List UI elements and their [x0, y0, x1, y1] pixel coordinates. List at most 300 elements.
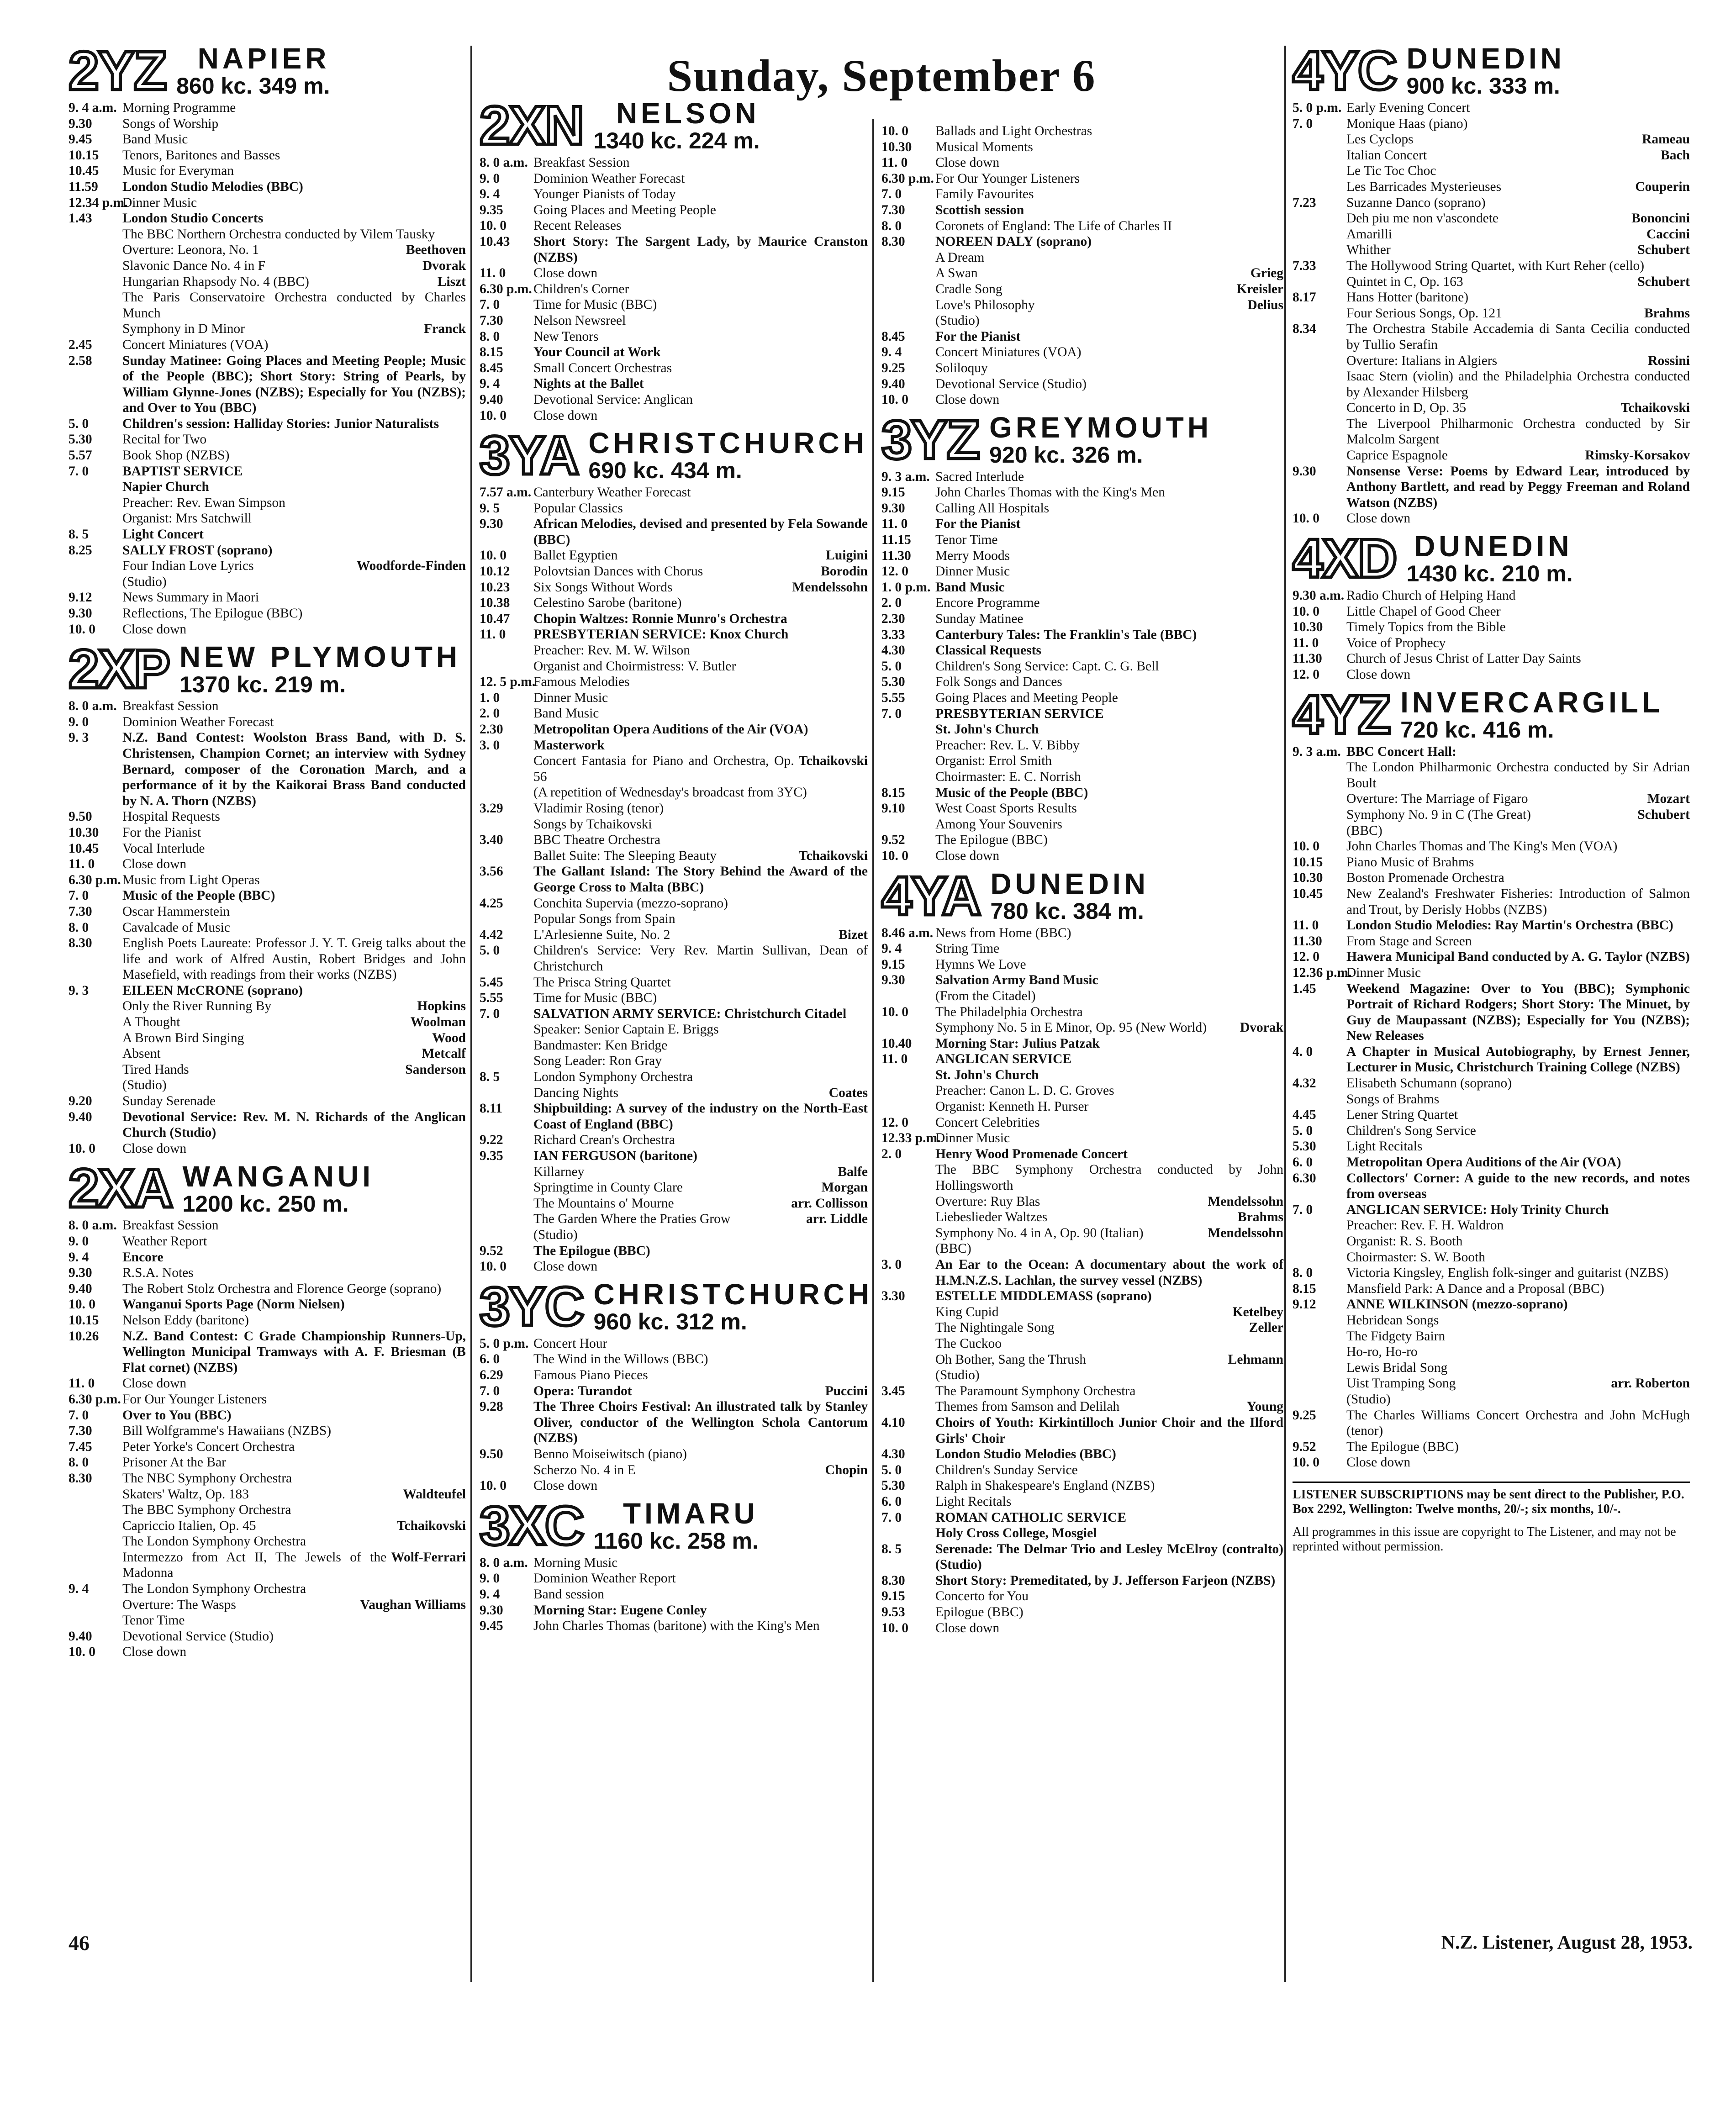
programme-row [1293, 353, 1690, 369]
programme-time [480, 1053, 533, 1069]
programme-text [122, 983, 466, 999]
programme-time: 9.50 [69, 809, 92, 824]
programme-row [881, 123, 1283, 139]
programme-text [1346, 651, 1690, 667]
programme-row [69, 1234, 466, 1250]
programme-row [480, 155, 868, 171]
programme-text [122, 242, 466, 258]
programme-title: London Symphony Orchestra [533, 1070, 693, 1085]
programme-time: 8. 0 [881, 218, 902, 233]
programme-time: 11. 0 [1293, 918, 1319, 933]
programme-title: Hospital Requests [122, 809, 220, 824]
programme-time: 3. 0 [881, 1257, 902, 1272]
programme-time: 5.45 [480, 975, 503, 990]
programme-text [533, 281, 868, 297]
programme-title: Conchita Supervia (mezzo-soprano) [533, 896, 728, 911]
programme-row [69, 590, 466, 606]
programme-text [533, 376, 868, 392]
programme-text [122, 527, 466, 543]
programme-time: 9.40 [69, 1109, 92, 1124]
programme-text [935, 1146, 1283, 1162]
programme-title: Close down [122, 1376, 187, 1391]
programme-row [480, 171, 868, 187]
programme-text [533, 738, 868, 754]
programme-text [122, 714, 466, 730]
programme-title: Richard Crean's Orchestra [533, 1133, 675, 1148]
programme-row [1293, 116, 1690, 132]
programme-title: Morning Star: Eugene Conley [533, 1603, 707, 1618]
station-callsign: 3YA [480, 425, 579, 486]
programme-text [122, 841, 466, 857]
programme-title: The Paris Conservatoire Orchestra conducted by Charles Munch [122, 290, 466, 321]
programme-time: 9. 4 [480, 187, 500, 202]
programme-row [480, 1085, 868, 1101]
programme-title: Concert Fantasia for Piano and Orchestra, Op. 56 [533, 754, 794, 784]
programme-text [935, 1004, 1283, 1020]
programme-time: 7. 0 [69, 888, 89, 903]
programme-time [480, 659, 533, 675]
programme-row [881, 548, 1283, 564]
programme-title: Dominion Weather Forecast [122, 714, 274, 729]
programme-row [881, 690, 1283, 706]
programme-row [881, 281, 1283, 297]
programme-title: Metropolitan Opera Auditions of the Air (VOA) [1346, 1155, 1621, 1170]
programme-row [69, 479, 466, 495]
programme-time [1293, 400, 1346, 416]
programme-text [122, 1281, 466, 1297]
programme-row [69, 116, 466, 132]
programme-time: 10. 0 [480, 408, 507, 423]
composer-name: Grieg [1250, 266, 1283, 281]
programme-title: The Hollywood String Quartet, with Kurt Reher (cello) [1346, 258, 1645, 273]
column-rule [1284, 46, 1286, 1982]
programme-time: 3.40 [480, 833, 503, 848]
programme-row [881, 469, 1283, 485]
programme-row [881, 1383, 1283, 1399]
programme-title: (Studio) [935, 313, 980, 328]
programme-text [935, 469, 1283, 485]
programme-time: 12. 0 [1293, 949, 1319, 965]
programme-title: String Time [935, 941, 1000, 956]
programme-time [480, 1462, 533, 1478]
programme-time: 10. 0 [881, 392, 908, 407]
programme-time: 10. 0 [480, 1478, 507, 1493]
composer-name: Young [1246, 1399, 1283, 1414]
composer-name: Dvorak [1240, 1020, 1283, 1035]
programme-time: 8.30 [69, 936, 92, 951]
programme-title: (BBC) [1346, 823, 1382, 838]
composer-name: Puccini [825, 1383, 868, 1398]
programme-row [480, 1148, 868, 1164]
programme-text [122, 321, 466, 337]
programme-text [1346, 1107, 1690, 1123]
programme-time [69, 495, 122, 511]
programme-row [480, 408, 868, 424]
programme-title: R.S.A. Notes [122, 1265, 194, 1281]
programme-title: Encore [122, 1250, 164, 1265]
programme-row [69, 290, 466, 321]
programme-time: 6.30 p.m. [69, 1392, 121, 1407]
programme-title: Going Places and Meeting People [533, 202, 716, 217]
composer-name: Rossini [1648, 353, 1690, 368]
programme-title: Breakfast Session [122, 699, 219, 714]
programme-title: Music of the People (BBC) [122, 888, 275, 903]
programme-row [480, 990, 868, 1006]
programme-time: 10. 0 [881, 1004, 908, 1019]
programme-title: Overture: Italians in Algiers [1346, 353, 1498, 368]
programme-text [935, 234, 1283, 250]
programme-text [1346, 1170, 1690, 1202]
programme-row [1293, 100, 1690, 116]
programme-title: Encore Programme [935, 596, 1040, 611]
programme-text [1346, 1344, 1690, 1360]
programme-text [122, 574, 466, 590]
programme-time: 5.30 [1293, 1139, 1316, 1154]
programme-time [1293, 211, 1346, 227]
programme-title: Devotional Service: Rev. M. N. Richards of the Anglican Church (Studio) [122, 1109, 466, 1140]
programme-row [1293, 195, 1690, 211]
programme-time [1293, 1313, 1346, 1329]
programme-row [1293, 1091, 1690, 1107]
programme-title: Henry Wood Promenade Concert [935, 1146, 1128, 1161]
station-info [1406, 531, 1572, 586]
programme-title: Four Serious Songs, Op. 121 [1346, 306, 1502, 321]
programme-time: 11.30 [1293, 651, 1322, 666]
programme-row [881, 738, 1283, 754]
programme-text [935, 1525, 1283, 1541]
programme-text [533, 627, 868, 643]
programme-time: 11. 0 [881, 155, 908, 170]
programme-text [1346, 258, 1690, 274]
programme-text [1346, 1202, 1690, 1218]
programme-title: Tenor Time [122, 1613, 185, 1628]
programme-row [881, 595, 1283, 611]
programme-row [480, 1618, 868, 1634]
programme-row [881, 376, 1283, 392]
programme-time: 11.15 [881, 533, 911, 548]
programme-time: 6. 0 [480, 1352, 500, 1367]
programme-row [1293, 211, 1690, 227]
programme-time: 4.30 [881, 643, 905, 658]
programme-time: 10. 0 [69, 1297, 95, 1312]
programme-text [533, 801, 868, 817]
programme-title: Radio Church of Helping Hand [1346, 588, 1516, 603]
programme-title: Hungarian Rhapsody No. 4 (BBC) [122, 274, 309, 289]
station-info [179, 642, 461, 696]
station-info [990, 869, 1149, 923]
programme-text [533, 1038, 868, 1054]
programme-text [935, 1162, 1283, 1193]
composer-name: Mendelssohn [1208, 1194, 1283, 1209]
programme-text [533, 1022, 868, 1038]
programme-text [935, 722, 1283, 738]
programme-time: 10.23 [480, 580, 510, 595]
programme-text [935, 627, 1283, 643]
programme-time: 9.15 [881, 957, 905, 972]
programme-text [122, 1439, 466, 1455]
composer-name: Couperin [1635, 179, 1690, 194]
programme-time: 7. 0 [1293, 1202, 1313, 1217]
programme-title: Caprice Espagnole [1346, 448, 1448, 463]
programme-title: Ballads and Light Orchestras [935, 124, 1092, 138]
programme-title: The Wind in the Willows (BBC) [533, 1352, 708, 1367]
programme-row [480, 643, 868, 659]
station-city: NELSON [616, 97, 760, 130]
station-callsign: 4YA [881, 865, 981, 927]
programme-text [533, 186, 868, 202]
programme-title: Le Tic Toc Choc [1346, 163, 1436, 179]
programme-time: 5. 0 [1293, 1123, 1313, 1138]
programme-title: London Studio Melodies (BBC) [935, 1447, 1116, 1462]
station-info [588, 428, 868, 483]
programme-row [1293, 321, 1690, 353]
programme-title: Love's Philosophy [935, 297, 1035, 312]
programme-time: 9.40 [480, 392, 503, 407]
programme-title: Liebeslieder Waltzes [935, 1210, 1048, 1225]
programme-row [881, 1288, 1283, 1304]
programme-row [1293, 369, 1690, 400]
programme-text [122, 227, 466, 243]
programme-row [1293, 1044, 1690, 1076]
programme-text [935, 848, 1283, 864]
programme-title: For the Pianist [935, 517, 1021, 532]
programme-title: Morning Music [533, 1555, 618, 1570]
column-1 [69, 40, 466, 1665]
programme-text [533, 943, 868, 974]
programme-row [69, 698, 466, 714]
programme-title: Only the River Running By [122, 999, 272, 1014]
programme-title: Devotional Service: Anglican [533, 392, 693, 407]
programme-row [480, 1196, 868, 1212]
composer-name: Vaughan Williams [360, 1597, 466, 1612]
programme-row [69, 242, 466, 258]
composer-name: Bach [1661, 148, 1690, 163]
programme-row [69, 1423, 466, 1439]
programme-time [480, 817, 533, 833]
programme-time: 9.22 [480, 1133, 503, 1148]
programme-time [1293, 1218, 1346, 1234]
programme-row [881, 1225, 1283, 1241]
programme-time [1293, 369, 1346, 400]
programme-time: 7. 0 [480, 1383, 500, 1398]
programme-row [480, 785, 868, 801]
programme-row [1293, 807, 1690, 823]
station-info [593, 1498, 758, 1553]
programme-text [122, 337, 466, 353]
programme-text [935, 957, 1283, 973]
programme-row [881, 171, 1283, 187]
programme-row [69, 1376, 466, 1392]
programme-row [480, 1101, 868, 1132]
programme-row [480, 975, 868, 991]
station-frequency: 780 kc. 384 m. [990, 898, 1144, 924]
programme-text [935, 218, 1283, 234]
programme-text [122, 1455, 466, 1471]
composer-name: Coates [828, 1085, 868, 1100]
programme-time [1293, 759, 1346, 791]
programme-time: 7.45 [69, 1439, 92, 1454]
programme-row [69, 841, 466, 857]
programme-title: Light Recitals [935, 1494, 1012, 1509]
programme-text [122, 856, 466, 872]
programme-time: 5. 0 [69, 416, 89, 431]
programme-time: 10.15 [1293, 854, 1323, 870]
programme-row [69, 1392, 466, 1408]
programme-title: News Summary in Maori [122, 590, 259, 605]
programme-time: 8.34 [1293, 322, 1316, 337]
programme-row [1293, 163, 1690, 179]
station-callsign: 3XC [480, 1495, 584, 1556]
programme-title: The NBC Symphony Orchestra [122, 1471, 292, 1486]
programme-text [533, 1351, 868, 1367]
programme-row [1293, 1455, 1690, 1471]
programme-text [533, 329, 868, 345]
programme-row [881, 501, 1283, 517]
programme-time: 7.23 [1293, 195, 1316, 210]
programme-title: Dinner Music [1346, 965, 1421, 980]
programme-title: Famous Melodies [533, 675, 630, 690]
programme-time [480, 848, 533, 864]
programme-row [69, 558, 466, 574]
programme-title: Close down [935, 1620, 1000, 1635]
programme-time [480, 1227, 533, 1243]
programme-text [935, 1510, 1283, 1526]
programme-row [69, 1487, 466, 1503]
programme-title: (Studio) [122, 1078, 167, 1093]
programme-time: 5. 0 p.m. [1293, 100, 1342, 115]
programme-text [935, 281, 1283, 297]
programme-text [122, 825, 466, 841]
programme-text [533, 485, 868, 501]
programme-title: Timely Topics from the Bible [1346, 620, 1506, 635]
programme-title: Younger Pianists of Today [533, 187, 676, 202]
programme-row [1293, 965, 1690, 981]
programme-text [935, 1257, 1283, 1288]
programme-title: Classical Requests [935, 643, 1041, 658]
station-callsign: 4YZ [1293, 684, 1391, 745]
programme-text [1346, 1408, 1690, 1439]
programme-text [533, 1180, 868, 1196]
station-header [480, 95, 868, 156]
programme-row [881, 1336, 1283, 1352]
programme-title: Time for Music (BBC) [533, 297, 657, 312]
composer-name: Hopkins [417, 999, 466, 1014]
programme-row [69, 1613, 466, 1629]
programme-title: Organist: Mrs Satchwill [122, 511, 252, 526]
programme-row [1293, 1329, 1690, 1344]
programme-text [1346, 791, 1690, 807]
programme-title: The Prisca String Quartet [533, 975, 671, 990]
programme-row [480, 1478, 868, 1494]
programme-text [533, 1164, 868, 1180]
programme-row [480, 548, 868, 564]
station-callsign: 2XP [69, 638, 169, 700]
programme-text [935, 1130, 1283, 1146]
programme-time: 5. 0 [881, 1462, 902, 1477]
programme-time: 3.56 [480, 864, 503, 879]
programme-row [881, 1446, 1283, 1462]
programme-time: 9. 3 a.m. [881, 469, 930, 484]
programme-text [533, 202, 868, 218]
programme-row [480, 202, 868, 218]
programme-time [1293, 1376, 1346, 1392]
programme-title: Nelson Eddy (baritone) [122, 1313, 249, 1328]
programme-title: Short Story: The Sargent Lady, by Maurice Cranston (NZBS) [533, 234, 868, 265]
programme-row [881, 1399, 1283, 1415]
programme-title: King Cupid [935, 1304, 999, 1319]
programme-text [122, 1613, 466, 1629]
programme-text [533, 1085, 868, 1101]
programme-time: 11. 0 [69, 1376, 95, 1391]
programme-row [881, 344, 1283, 360]
programme-title: Going Places and Meeting People [935, 691, 1118, 705]
programme-title: Scottish session [935, 202, 1024, 217]
station-header [881, 409, 1283, 470]
programme-title: The BBC Symphony Orchestra [122, 1503, 291, 1518]
programme-row [1293, 1408, 1690, 1439]
station-city: WANGANUI [182, 1160, 374, 1193]
programme-title: Les Cyclops [1346, 132, 1414, 147]
programme-text [935, 1462, 1283, 1478]
programme-text [935, 925, 1283, 941]
programme-time: 9.45 [480, 1619, 503, 1634]
programme-time: 9.30 [69, 1265, 92, 1281]
programme-text [122, 1297, 466, 1313]
programme-title: Intermezzo from Act II, The Jewels of the Madonna [122, 1550, 387, 1581]
programme-text [935, 564, 1283, 580]
programme-text [533, 990, 868, 1006]
programme-title: SALVATION ARMY SERVICE: Christchurch Citadel [533, 1006, 847, 1021]
programme-text [1346, 1234, 1690, 1250]
programme-text [1346, 1297, 1690, 1313]
programme-text [935, 1194, 1283, 1210]
station-callsign: 2YZ [69, 40, 167, 101]
programme-row [69, 1014, 466, 1030]
programme-text [935, 250, 1283, 266]
programme-title: Collectors' Corner: A guide to the new records, and notes from overseas [1346, 1170, 1690, 1202]
programme-title: Scherzo No. 4 in E [533, 1462, 636, 1477]
programme-row [480, 1132, 868, 1148]
programme-time: 9. 5 [480, 501, 500, 516]
programme-time: 9. 4 [881, 941, 902, 956]
programme-title: Skaters' Waltz, Op. 183 [122, 1487, 249, 1502]
programme-time: 8.15 [1293, 1281, 1316, 1296]
programme-title: Mansfield Park: A Dance and a Proposal (BBC) [1346, 1281, 1604, 1296]
programme-title: The Garden Where the Praties Grow [533, 1212, 731, 1227]
programme-row [480, 329, 868, 345]
programme-row [881, 1036, 1283, 1052]
station-info [593, 98, 760, 153]
subscription-notice: LISTENER SUBSCRIPTIONS may be sent direct to the Publisher, P.O. Box 2292, Wellington: Twelve months, 20/-; six months, 10/-. [1293, 1482, 1690, 1517]
programme-time [1293, 1344, 1346, 1360]
programme-text [935, 1083, 1283, 1099]
programme-time [69, 321, 122, 337]
programme-text [533, 564, 868, 580]
programme-time: 9. 4 [69, 1250, 89, 1265]
programme-row [881, 1494, 1283, 1510]
programme-text [122, 1376, 466, 1392]
programme-title: For Our Younger Listeners [122, 1392, 267, 1407]
programme-time [1293, 179, 1346, 195]
programme-row [881, 1067, 1283, 1083]
programme-title: The Gallant Island: The Story Behind the Award of the George Cross to Malta (BBC) [533, 864, 868, 895]
programme-title: Organist and Choirmistress: V. Butler [533, 659, 736, 674]
composer-name: Rimsky-Korsakov [1585, 448, 1690, 463]
programme-text [935, 753, 1283, 769]
programme-row [881, 532, 1283, 548]
programme-time [1293, 163, 1346, 179]
programme-time: 6.30 [1293, 1170, 1316, 1186]
